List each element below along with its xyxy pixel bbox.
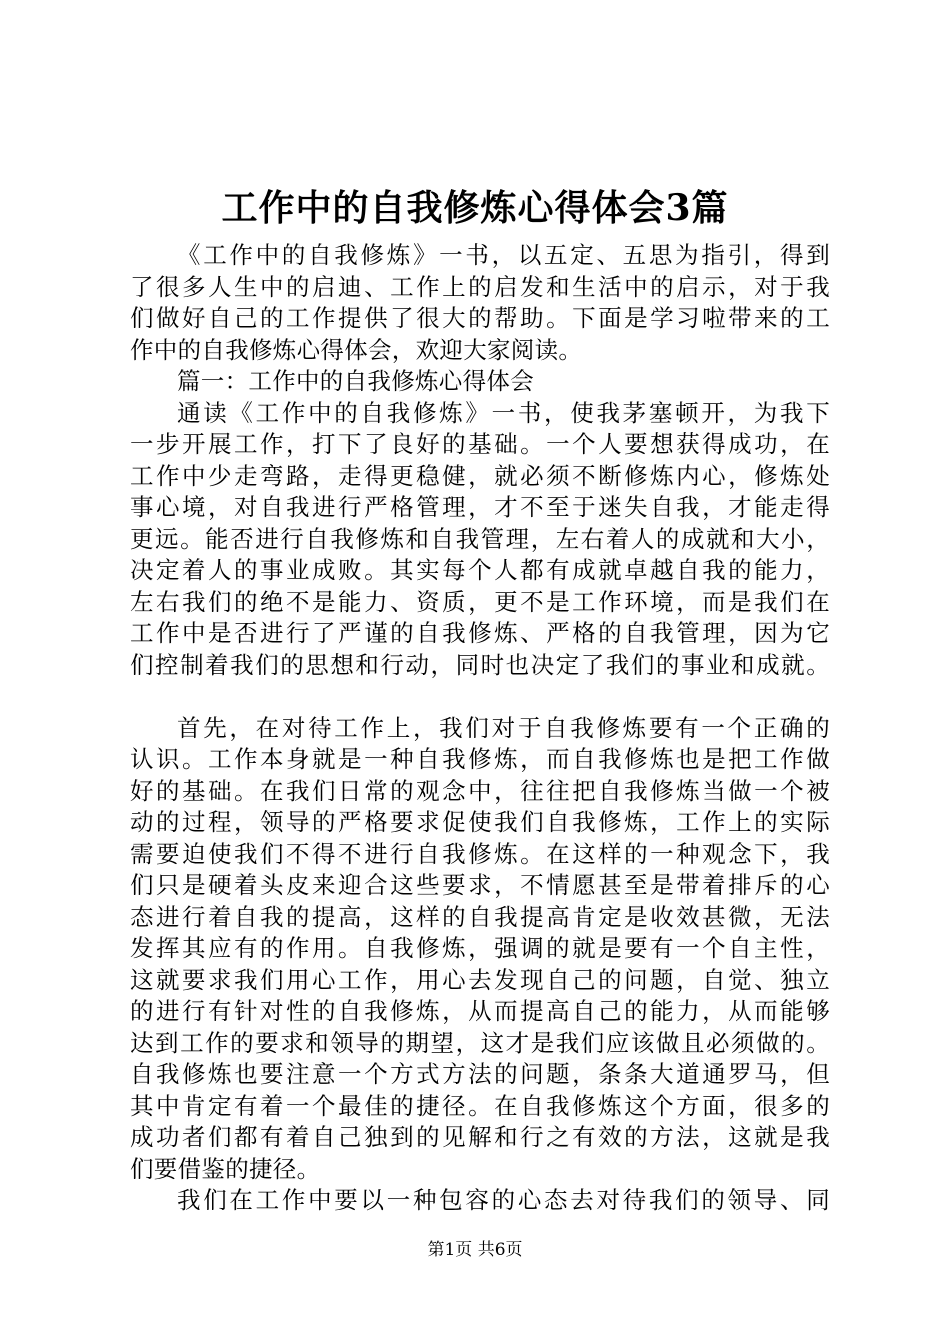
text-line: 了很多人生中的启迪、工作上的启发和生活中的启示，对于我	[130, 272, 830, 301]
text-line: 事心境，对自我进行严格管理，才不至于迷失自我，才能走得	[130, 493, 830, 521]
text-line: 认识。工作本身就是一种自我修炼，而自我修炼也是把工作做	[130, 745, 830, 773]
text-line: 《工作中的自我修炼》一书，以五定、五思为指引，得到	[177, 241, 830, 269]
text-line: 需要迫使我们不得不进行自我修炼。在这样的一种观念下，我	[130, 839, 830, 868]
blank-line	[130, 681, 830, 713]
text-line: 我们在工作中要以一种包容的心态去对待我们的领导、同	[177, 1186, 830, 1214]
text-line: 们做好自己的工作提供了很大的帮助。下面是学习啦带来的工	[130, 304, 830, 332]
text-line: 们控制着我们的思想和行动，同时也决定了我们的事业和成就。	[130, 650, 830, 679]
text-line: 其中肯定有着一个最佳的捷径。在自我修炼这个方面，很多的	[130, 1091, 830, 1120]
text-line: 态进行着自我的提高，这样的自我提高肯定是收效甚微，无法	[130, 902, 830, 931]
text-line: 自我修炼也要注意一个方式方法的问题，条条大道通罗马，但	[130, 1060, 830, 1088]
text-line: 们只是硬着头皮来迎合这些要求，不情愿甚至是带着排斥的心	[130, 871, 830, 899]
text-line: 篇一：工作中的自我修炼心得体会	[177, 367, 534, 395]
text-line: 们要借鉴的捷径。	[130, 1154, 321, 1183]
text-line: 作中的自我修炼心得体会，欢迎大家阅读。	[130, 335, 583, 364]
text-line: 通读《工作中的自我修炼》一书，使我茅塞顿开，为我下	[177, 398, 830, 427]
text-line: 的进行有针对性的自我修炼，从而提高自己的能力，从而能够	[130, 997, 830, 1025]
text-line: 工作中少走弯路，走得更稳健，就必须不断修炼内心，修炼处	[130, 461, 830, 490]
page-footer: 第1页 共6页	[427, 1240, 523, 1260]
document-body	[130, 240, 830, 1217]
text-line: 发挥其应有的作用。自我修炼，强调的就是要有一个自主性，	[130, 934, 830, 962]
text-line: 决定着人的事业成败。其实每个人都有成就卓越自我的能力，	[130, 556, 830, 584]
text-line: 达到工作的要求和领导的期望，这才是我们应该做且必须做的。	[130, 1028, 830, 1057]
text-line: 左右我们的绝不是能力、资质，更不是工作环境，而是我们在	[130, 587, 830, 616]
document-title: 工作中的自我修炼心得体会3篇	[221, 187, 729, 229]
text-line: 这就要求我们用心工作，用心去发现自己的问题，自觉、独立	[130, 965, 830, 994]
text-line: 首先，在对待工作上，我们对于自我修炼要有一个正确的	[177, 713, 830, 742]
text-line: 一步开展工作，打下了良好的基础。一个人要想获得成功，在	[130, 430, 830, 458]
text-line: 工作中是否进行了严谨的自我修炼、严格的自我管理，因为它	[130, 619, 830, 647]
text-line: 成功者们都有着自己独到的见解和行之有效的方法，这就是我	[130, 1123, 830, 1151]
text-line: 动的过程，领导的严格要求促使我们自我修炼，工作上的实际	[130, 808, 830, 836]
text-line: 好的基础。在我们日常的观念中，往往把自我修炼当做一个被	[130, 776, 830, 805]
text-line: 更远。能否进行自我修炼和自我管理，左右着人的成就和大小，	[130, 524, 830, 553]
